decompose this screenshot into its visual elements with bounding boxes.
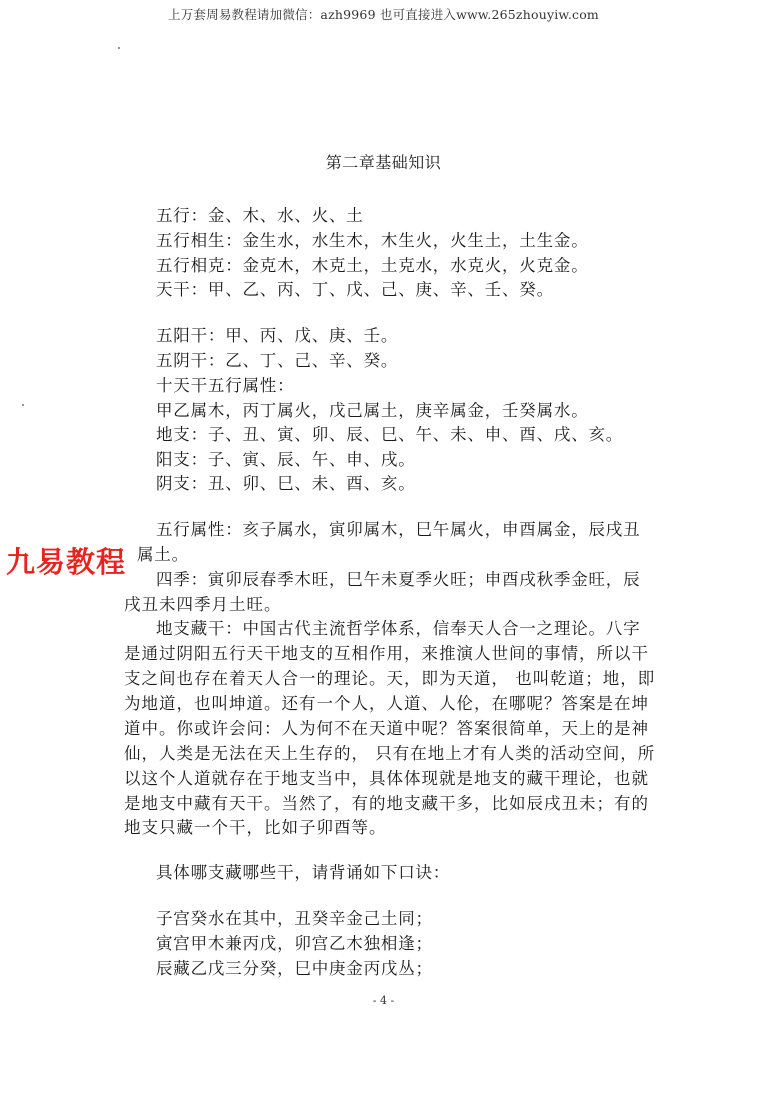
page-number: - 4 - <box>372 994 395 1007</box>
text-line-cangan-8: 地支只藏一个干，比如子卯酉等。 <box>124 818 387 837</box>
text-line-siji: 四季：寅卯辰春季木旺，巳午未夏季火旺；申酉戌秋季金旺，辰 <box>156 570 641 589</box>
text-line-koujue-intro: 具体哪支藏哪些干，请背诵如下口诀： <box>156 863 451 882</box>
text-line-koujue-3: 辰藏乙戊三分癸，巳中庚金丙戊丛； <box>156 959 433 978</box>
text-line-tiangan: 天干：甲、乙、丙、丁、戊、己、庚、辛、壬、癸。 <box>156 280 554 299</box>
text-line-tiangan-shuxing: 十天干五行属性： <box>156 376 295 395</box>
text-line-yinzhi: 阴支：丑、卯、巳、未、酉、亥。 <box>156 474 416 493</box>
text-line-cangan-1: 是通过阴阳五行天干地支的互相作用，来推演人世间的事情，所以干 <box>124 644 649 663</box>
text-line-koujue-2: 寅宫甲木兼丙戊，卯宫乙木独相逢； <box>156 934 433 953</box>
scan-speck <box>22 404 24 406</box>
chapter-title: 第二章基础知识 <box>325 153 442 172</box>
scan-speck <box>118 47 120 49</box>
text-line-wuxing: 五行：金、木、水、火、土 <box>156 206 364 225</box>
text-line-cangan-3: 为地道，也叫坤道。还有一个人，人道、人伦，在哪呢？答案是在坤 <box>124 694 649 713</box>
text-line-xiangsheng: 五行相生：金生水，水生木，木生火，火生土，土生金。 <box>156 231 589 250</box>
text-line-cangan-5: 仙，人类是无法在天上生存的， 只有在地上才有人类的活动空间，所 <box>124 744 656 763</box>
text-line-cangan-intro: 地支藏干：中国古代主流哲学体系，信奉天人合一之理论。八字 <box>156 619 641 638</box>
text-line-koujue-1: 子宫癸水在其中，丑癸辛金己土同； <box>156 909 433 928</box>
header-banner: 上万套周易教程请加微信：azh9969 也可直接进入www.265zhouyiw.com <box>168 7 599 22</box>
text-line-shuxing-list: 甲乙属木，丙丁属火，戊己属土，庚辛属金，壬癸属水。 <box>156 401 589 420</box>
text-line-wuxing-shuxing-cont: 属土。 <box>137 545 189 564</box>
text-line-dizhi: 地支：子、丑、寅、卯、辰、巳、午、未、申、酉、戌、亥。 <box>156 425 624 444</box>
text-line-yangzhi: 阳支：子、寅、辰、午、申、戌。 <box>156 450 416 469</box>
text-line-cangan-6: 以这个人道就存在于地支当中，具体体现就是地支的藏干理论，也就 <box>124 769 649 788</box>
text-line-xiangke: 五行相克：金克木，木克土，土克水，水克火，火克金。 <box>156 256 589 275</box>
text-line-yingan: 五阴干：乙、丁、己、辛、癸。 <box>156 351 399 370</box>
text-line-cangan-7: 是地支中藏有天干。当然了，有的地支藏干多，比如辰戌丑未；有的 <box>124 794 649 813</box>
text-line-wuxing-shuxing: 五行属性：亥子属水，寅卯属木，巳午属火，申酉属金，辰戌丑 <box>156 520 641 539</box>
text-line-siji-cont: 戌丑未四季月土旺。 <box>124 595 282 614</box>
watermark-logo: 九易教程 <box>6 545 127 579</box>
text-line-yanggan: 五阳干：甲、丙、戊、庚、壬。 <box>156 326 399 345</box>
text-line-cangan-4: 道中。你或许会问：人为何不在天道中呢？答案很简单，天上的是神 <box>124 719 649 738</box>
text-line-cangan-2: 支之间也存在着天人合一的理论。天，即为天道， 也叫乾道；地，即 <box>124 669 656 688</box>
